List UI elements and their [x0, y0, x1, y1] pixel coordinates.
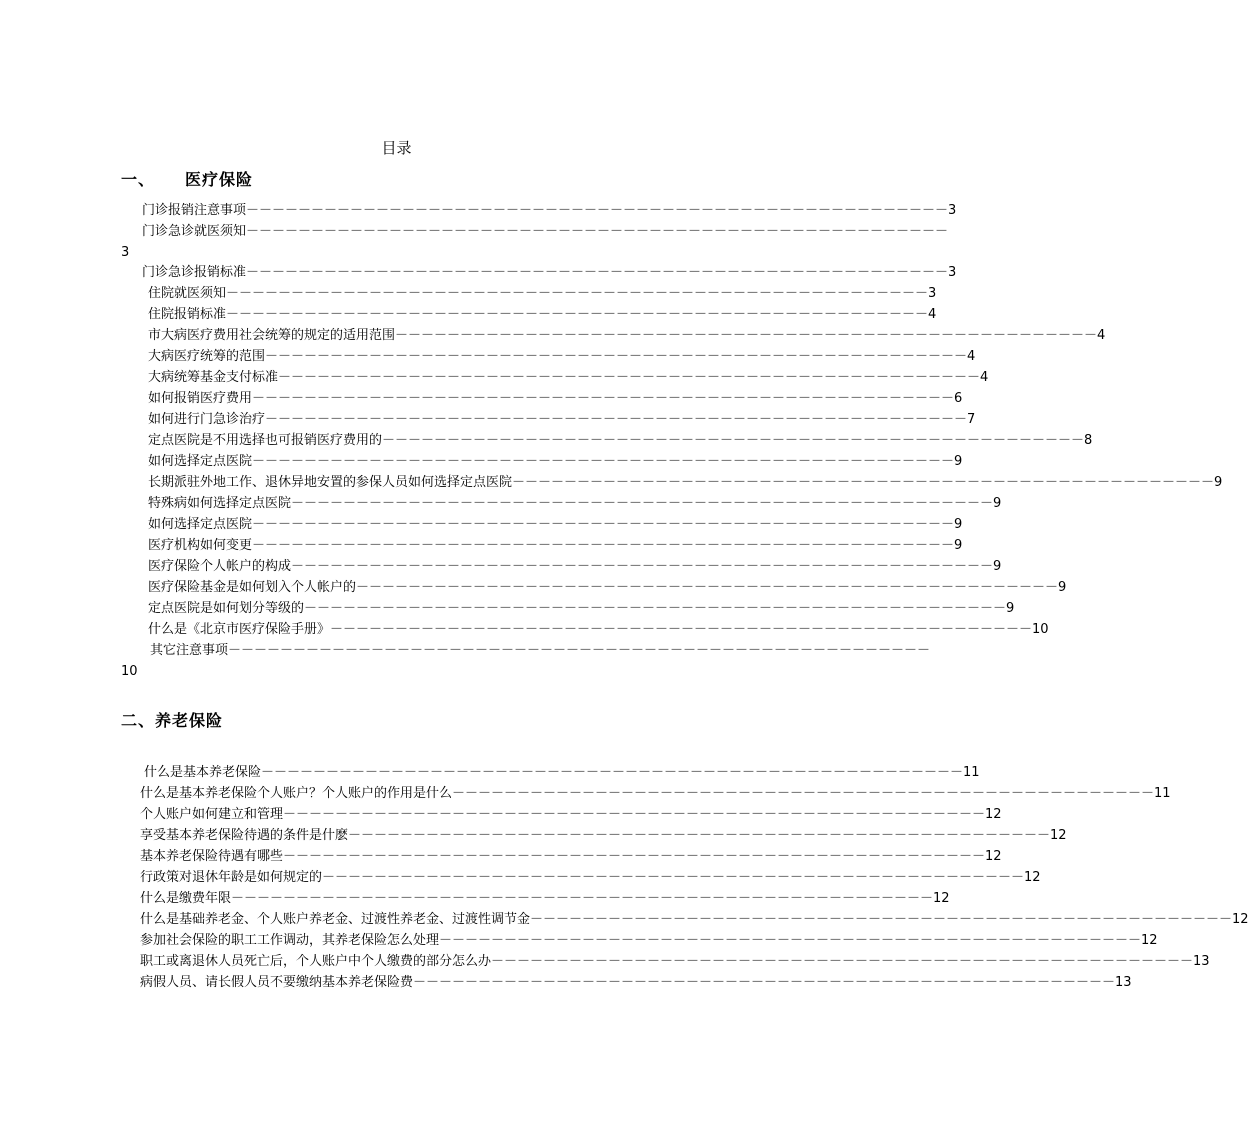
toc-leader: －－－－－－－－－－－－－－－－－－－－－－－－－－－－－－－－－－－－－－－－－－－－－－－－－－－－－－: [452, 786, 1155, 801]
toc-entry[interactable]: [148, 346, 976, 367]
toc-entry-title: 如何报销医疗费用: [148, 391, 253, 406]
toc-entry-title: 定点医院是不用选择也可报销医疗费用的: [148, 433, 383, 448]
toc-page-number: 13: [1115, 975, 1132, 990]
section-title: 养老保险: [155, 711, 224, 730]
toc-entry-title: 参加社会保险的职工工作调动，其养老保险怎么处理: [140, 933, 440, 948]
toc-leader: －－－－－－－－－－－－－－－－－－－－－－－－－－－－－－－－－－－－－－－－－－－－－－－－－－－－－－: [382, 433, 1085, 448]
toc-leader: －－－－－－－－－－－－－－－－－－－－－－－－－－－－－－－－－－－－－－－－－－－－－－－－－－－－－－: [356, 580, 1059, 595]
toc-entry[interactable]: [148, 619, 1049, 640]
toc-leader: －－－－－－－－－－－－－－－－－－－－－－－－－－－－－－－－－－－－－－－－－－－－－－－－－－－－－－: [291, 496, 994, 511]
toc-entry-title: 住院报销标准: [148, 307, 227, 322]
toc-page-number: 3: [928, 286, 937, 301]
toc-entry[interactable]: [144, 762, 980, 783]
toc-page-number: 12: [1024, 870, 1041, 885]
toc-entry[interactable]: [148, 283, 937, 304]
toc-entry-title: 基本养老保险待遇有哪些: [140, 849, 284, 864]
toc-entry[interactable]: [140, 909, 1249, 930]
toc-page-number: 9: [954, 454, 963, 469]
toc-leader: －－－－－－－－－－－－－－－－－－－－－－－－－－－－－－－－－－－－－－－－－－－－－－－－－－－－－－: [265, 349, 968, 364]
toc-entry-title: 病假人员、请长假人员不要缴纳基本养老保险费: [140, 975, 414, 990]
toc-entry-title: 享受基本养老保险待遇的条件是什麽: [140, 828, 349, 843]
toc-entry[interactable]: [140, 867, 1041, 888]
toc-page-number: 3: [121, 245, 130, 260]
toc-entry-title: 什么是基本养老保险: [144, 765, 262, 780]
toc-entry-title: 门诊报销注意事项: [142, 203, 247, 218]
toc-page-number: 12: [985, 849, 1002, 864]
toc-page-number: 12: [1141, 933, 1158, 948]
toc-entry[interactable]: [140, 783, 1171, 804]
toc-page-number: 13: [1193, 954, 1210, 969]
toc-leader: －－－－－－－－－－－－－－－－－－－－－－－－－－－－－－－－－－－－－－－－－－－－－－－－－－－－－－: [226, 307, 929, 322]
toc-page-number: 11: [963, 765, 980, 780]
toc-entry-title: 其它注意事项: [150, 643, 229, 658]
toc-leader: －－－－－－－－－－－－－－－－－－－－－－－－－－－－－－－－－－－－－－－－－－－－－－－－－－－－－－: [246, 224, 949, 239]
toc-entry[interactable]: [140, 930, 1158, 951]
toc-page-number: 4: [980, 370, 989, 385]
toc-page-number: 9: [1058, 580, 1067, 595]
section-title: 医疗保险: [185, 170, 254, 189]
toc-entry-title: 长期派驻外地工作、退休异地安置的参保人员如何选择定点医院: [148, 475, 513, 490]
toc-entry[interactable]: [140, 846, 1002, 867]
toc-page-number: 9: [1006, 601, 1015, 616]
toc-leader: －－－－－－－－－－－－－－－－－－－－－－－－－－－－－－－－－－－－－－－－－－－－－－－－－－－－－－: [252, 538, 955, 553]
toc-leader: －－－－－－－－－－－－－－－－－－－－－－－－－－－－－－－－－－－－－－－－－－－－－－－－－－－－－－: [348, 828, 1051, 843]
toc-page-number: 6: [954, 391, 963, 406]
toc-entry-title: 什么是基础养老金、个人账户养老金、过渡性养老金、过渡性调节金: [140, 912, 531, 927]
toc-page-number: 7: [967, 412, 976, 427]
toc-page-number: 12: [1232, 912, 1249, 927]
toc-title: 目录: [381, 139, 412, 157]
toc-leader: －－－－－－－－－－－－－－－－－－－－－－－－－－－－－－－－－－－－－－－－－－－－－－－－－－－－－－: [322, 870, 1025, 885]
toc-entry-title: 市大病医疗费用社会统筹的规定的适用范围: [148, 328, 396, 343]
toc-entry[interactable]: [148, 388, 963, 409]
toc-entry[interactable]: [148, 367, 989, 388]
toc-entry[interactable]: [148, 451, 963, 472]
toc-entry[interactable]: [148, 325, 1106, 346]
toc-page-number: 4: [1097, 328, 1106, 343]
section-number: 一、: [121, 170, 156, 189]
toc-page-number: 9: [993, 496, 1002, 511]
toc-leader: －－－－－－－－－－－－－－－－－－－－－－－－－－－－－－－－－－－－－－－－－－－－－－－－－－－－－－: [226, 286, 929, 301]
toc-entry[interactable]: [140, 888, 950, 909]
toc-leader: －－－－－－－－－－－－－－－－－－－－－－－－－－－－－－－－－－－－－－－－－－－－－－－－－－－－－－: [252, 517, 955, 532]
toc-entry-title: 职工或离退休人员死亡后，个人账户中个人缴费的部分怎么办: [140, 954, 492, 969]
toc-entry-title: 什么是基本养老保险个人账户？个人账户的作用是什么: [140, 786, 453, 801]
toc-leader: －－－－－－－－－－－－－－－－－－－－－－－－－－－－－－－－－－－－－－－－－－－－－－－－－－－－－－: [261, 765, 964, 780]
toc-page-number: 9: [954, 538, 963, 553]
toc-leader: －－－－－－－－－－－－－－－－－－－－－－－－－－－－－－－－－－－－－－－－－－－－－－－－－－－－－－: [231, 891, 934, 906]
toc-leader: －－－－－－－－－－－－－－－－－－－－－－－－－－－－－－－－－－－－－－－－－－－－－－－－－－－－－－: [291, 559, 994, 574]
toc-entry[interactable]: [148, 430, 1093, 451]
toc-entry-title: 行政策对退休年龄是如何规定的: [140, 870, 323, 885]
toc-entry-title: 如何选择定点医院: [148, 454, 253, 469]
toc-page-number: 9: [954, 517, 963, 532]
toc-leader: －－－－－－－－－－－－－－－－－－－－－－－－－－－－－－－－－－－－－－－－－－－－－－－－－－－－－－: [265, 412, 968, 427]
toc-page-number: 12: [985, 807, 1002, 822]
toc-entry[interactable]: [148, 598, 1015, 619]
toc-entry[interactable]: [148, 577, 1067, 598]
toc-page-number: 4: [967, 349, 976, 364]
toc-entry-title: 门诊急诊报销标准: [142, 265, 247, 280]
toc-entry-title: 如何选择定点医院: [148, 517, 253, 532]
toc-entry[interactable]: [148, 409, 976, 430]
toc-page-number: 3: [948, 265, 957, 280]
toc-page-number: 10: [121, 664, 138, 679]
toc-page-number: 12: [933, 891, 950, 906]
toc-page-number: 9: [993, 559, 1002, 574]
toc-entry[interactable]: [148, 535, 963, 556]
toc-page-number: 3: [948, 203, 957, 218]
toc-leader: －－－－－－－－－－－－－－－－－－－－－－－－－－－－－－－－－－－－－－－－－－－－－－－－－－－－－－: [512, 475, 1215, 490]
toc-leader: －－－－－－－－－－－－－－－－－－－－－－－－－－－－－－－－－－－－－－－－－－－－－－－－－－－－－－: [283, 849, 986, 864]
toc-leader: －－－－－－－－－－－－－－－－－－－－－－－－－－－－－－－－－－－－－－－－－－－－－－－－－－－－－－: [439, 933, 1142, 948]
toc-entry-title: 什么是缴费年限: [140, 891, 232, 906]
toc-entry[interactable]: [148, 304, 937, 325]
toc-leader: －－－－－－－－－－－－－－－－－－－－－－－－－－－－－－－－－－－－－－－－－－－－－－－－－－－－－－: [491, 954, 1194, 969]
toc-entry-title: 门诊急诊就医须知: [142, 224, 247, 239]
toc-leader: －－－－－－－－－－－－－－－－－－－－－－－－－－－－－－－－－－－－－－－－－－－－－－－－－－－－－－: [330, 622, 1033, 637]
toc-leader: －－－－－－－－－－－－－－－－－－－－－－－－－－－－－－－－－－－－－－－－－－－－－－－－－－－－－－: [530, 912, 1233, 927]
toc-entry[interactable]: [142, 262, 957, 283]
toc-entry[interactable]: [150, 640, 931, 661]
section-heading-medical: [121, 170, 253, 190]
toc-entry-title: 医疗保险个人帐户的构成: [148, 559, 292, 574]
toc-leader: －－－－－－－－－－－－－－－－－－－－－－－－－－－－－－－－－－－－－－－－－－－－－－－－－－－－－－: [228, 643, 931, 658]
toc-leader: －－－－－－－－－－－－－－－－－－－－－－－－－－－－－－－－－－－－－－－－－－－－－－－－－－－－－－: [252, 454, 955, 469]
toc-entry[interactable]: [148, 493, 1002, 514]
toc-page-number: 9: [1214, 475, 1223, 490]
section-heading-pension: [121, 711, 223, 731]
toc-entry-title: 医疗机构如何变更: [148, 538, 253, 553]
toc-entry-title: 特殊病如何选择定点医院: [148, 496, 292, 511]
section-number: 二、: [121, 711, 156, 730]
toc-leader: －－－－－－－－－－－－－－－－－－－－－－－－－－－－－－－－－－－－－－－－－－－－－－－－－－－－－－: [395, 328, 1098, 343]
toc-page-number: 4: [928, 307, 937, 322]
toc-page-number: 11: [1154, 786, 1171, 801]
toc-entry[interactable]: [142, 200, 957, 221]
toc-entry-title: 什么是《北京市医疗保险手册》: [148, 622, 331, 637]
toc-page-number: 10: [1032, 622, 1049, 637]
toc-entry-title: 医疗保险基金是如何划入个人帐户的: [148, 580, 357, 595]
toc-entry[interactable]: [140, 804, 1002, 825]
toc-leader: －－－－－－－－－－－－－－－－－－－－－－－－－－－－－－－－－－－－－－－－－－－－－－－－－－－－－－: [304, 601, 1007, 616]
toc-entry[interactable]: [148, 556, 1002, 577]
toc-leader: －－－－－－－－－－－－－－－－－－－－－－－－－－－－－－－－－－－－－－－－－－－－－－－－－－－－－－: [246, 265, 949, 280]
toc-leader: －－－－－－－－－－－－－－－－－－－－－－－－－－－－－－－－－－－－－－－－－－－－－－－－－－－－－－: [278, 370, 981, 385]
toc-entry-title: 个人账户如何建立和管理: [140, 807, 284, 822]
toc-leader: －－－－－－－－－－－－－－－－－－－－－－－－－－－－－－－－－－－－－－－－－－－－－－－－－－－－－－: [246, 203, 949, 218]
toc-leader: －－－－－－－－－－－－－－－－－－－－－－－－－－－－－－－－－－－－－－－－－－－－－－－－－－－－－－: [283, 807, 986, 822]
toc-entry[interactable]: [140, 951, 1210, 972]
toc-entry-title: 如何进行门急诊治疗: [148, 412, 266, 427]
toc-entry[interactable]: [148, 514, 963, 535]
toc-entry-title: 大病医疗统筹的范围: [148, 349, 266, 364]
toc-leader: －－－－－－－－－－－－－－－－－－－－－－－－－－－－－－－－－－－－－－－－－－－－－－－－－－－－－－: [413, 975, 1116, 990]
toc-leader: －－－－－－－－－－－－－－－－－－－－－－－－－－－－－－－－－－－－－－－－－－－－－－－－－－－－－－: [252, 391, 955, 406]
toc-entry[interactable]: [148, 472, 1223, 493]
toc-entry-title: 大病统筹基金支付标准: [148, 370, 279, 385]
toc-entry-title: 定点医院是如何划分等级的: [148, 601, 305, 616]
toc-page-number: 8: [1084, 433, 1093, 448]
toc-entry-title: 住院就医须知: [148, 286, 227, 301]
toc-entry[interactable]: [140, 825, 1067, 846]
toc-entry[interactable]: [142, 221, 949, 242]
toc-page-number: 12: [1050, 828, 1067, 843]
toc-entry[interactable]: [140, 972, 1132, 993]
